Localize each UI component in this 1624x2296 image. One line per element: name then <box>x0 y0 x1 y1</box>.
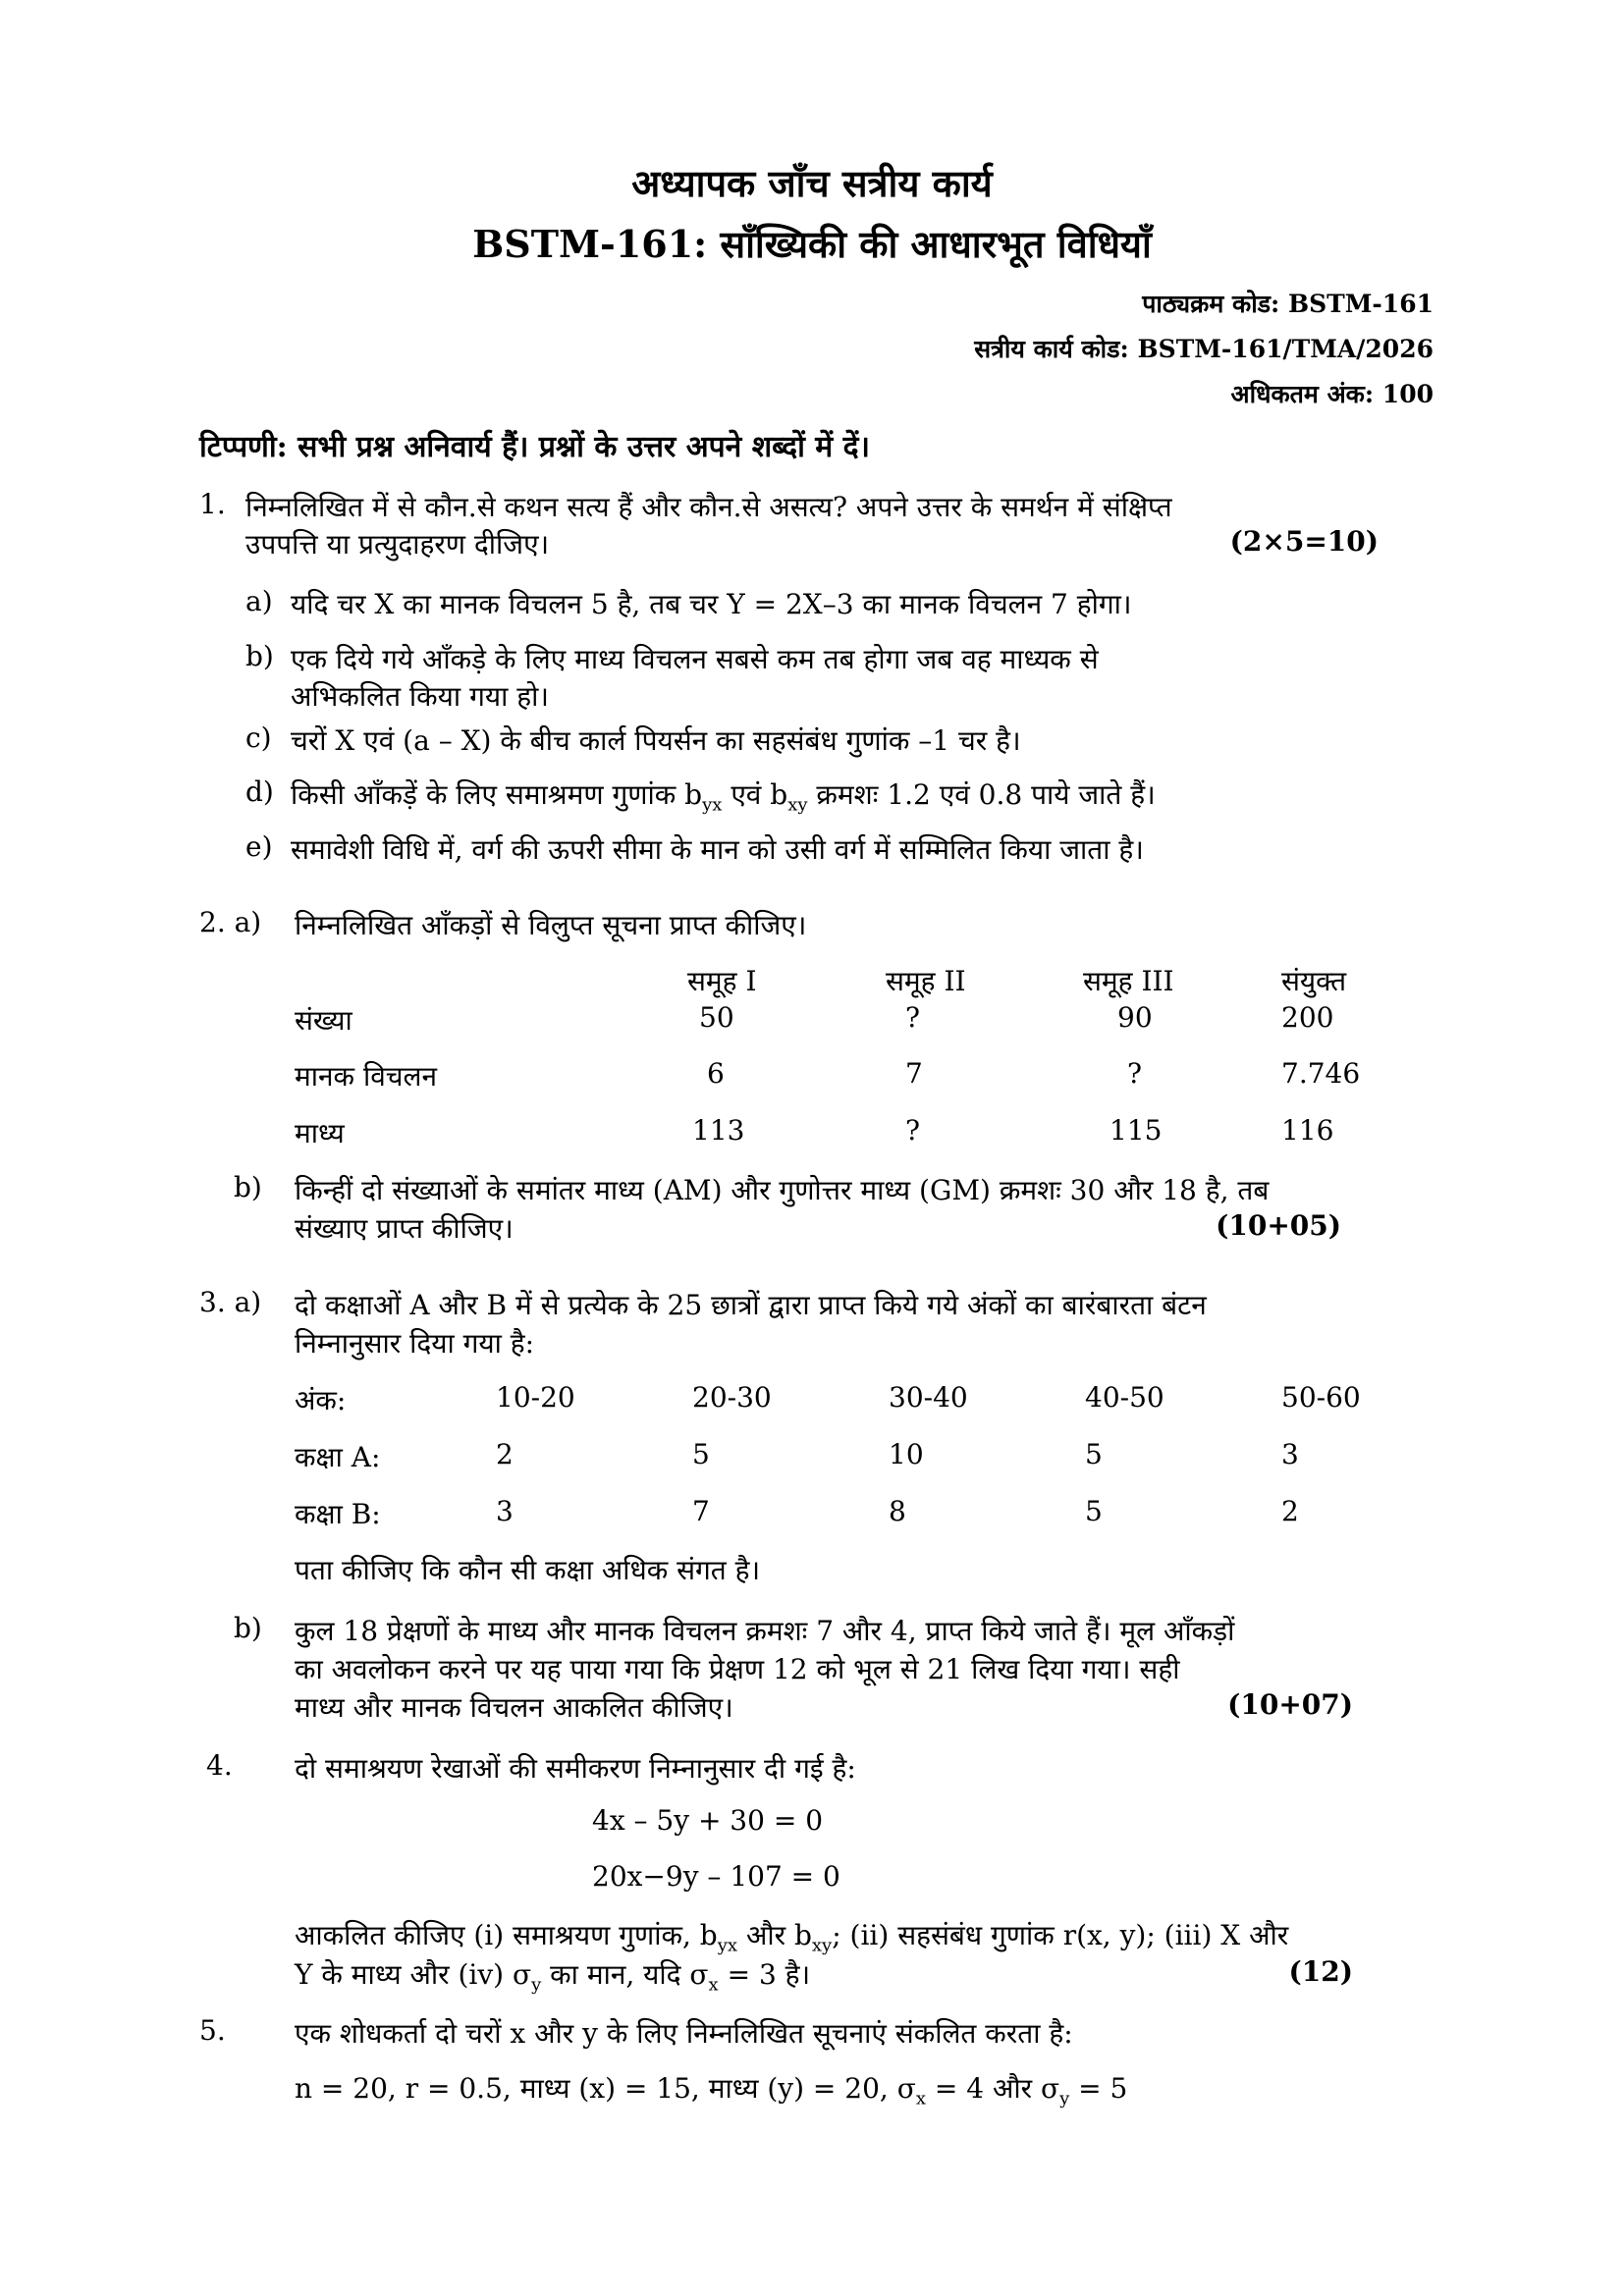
row-label: मानक विचलन <box>295 1060 438 1093</box>
item-label: b) <box>234 1171 262 1203</box>
item-text: एक दिये गये आँकड़े के लिए माध्य विचलन सबसे कम तब होगा जब वह माध्यक से <box>291 643 1099 675</box>
table-cell: 115 <box>1110 1114 1163 1147</box>
table-cell: 10 <box>889 1438 924 1470</box>
instructions-note: टिप्पणी: सभी प्रश्न अनिवार्य हैं। प्रश्नों के उत्तर अपने शब्दों में दें। <box>199 430 870 464</box>
table-cell: 40-50 <box>1085 1381 1164 1414</box>
question-text: एक शोधकर्ता दो चरों x और y के लिए निम्नलिखित सूचनाएं संकलित करता है: <box>295 2017 1073 2050</box>
table-cell: 200 <box>1281 1001 1334 1034</box>
item-text: कुल 18 प्रेक्षणों के माध्य और मानक विचलन क्रमशः 7 और 4, प्राप्त किये जाते हैं। मूल आँकड़ों <box>295 1615 1235 1647</box>
marks: (10+07) <box>1227 1688 1353 1721</box>
table-header: समूह I <box>687 965 757 997</box>
table-cell: 6 <box>707 1057 725 1090</box>
question-text: आकलित कीजिए (i) समाश्रयण गुणांक, $b_{yx}$ और $b_{xy}$; (ii) सहसंबंध गुणांक r(x, y); (iii) X और <box>295 1919 1289 1956</box>
table-cell: 90 <box>1117 1001 1153 1034</box>
item-label: b) <box>234 1612 262 1644</box>
table-cell: 50-60 <box>1281 1381 1361 1414</box>
question-number: 2. a) <box>199 906 262 938</box>
table-cell: ? <box>905 1001 921 1034</box>
item-text: चरों X एवं (a – X) के बीच कार्ल पियर्सन का सहसंबंध गुणांक –1 चर है। <box>291 724 1021 757</box>
table-cell: 8 <box>889 1495 906 1527</box>
table-cell: 7 <box>692 1495 710 1527</box>
table-header: समूह II <box>886 965 966 997</box>
item-text: समावेशी विधि में, वर्ग की ऊपरी सीमा के मान को उसी वर्ग में सम्मिलित किया जाता है। <box>291 833 1144 866</box>
table-cell: 5 <box>692 1438 710 1470</box>
item-label: a) <box>245 585 273 617</box>
table-cell: 20-30 <box>692 1381 772 1414</box>
question-number: 1. <box>199 488 226 520</box>
row-label: संख्या <box>295 1004 352 1037</box>
question-text: पता कीजिए कि कौन सी कक्षा अधिक संगत है। <box>295 1554 761 1586</box>
table-cell: 2 <box>1281 1495 1299 1527</box>
item-label: c) <box>245 721 272 754</box>
question-number: 5. <box>199 2014 226 2047</box>
row-label: कक्षा B: <box>295 1498 381 1530</box>
table-cell: 3 <box>1281 1438 1299 1470</box>
table-cell: 10-20 <box>496 1381 575 1414</box>
item-text: किन्हीं दो संख्याओं के समांतर माध्य (AM) और गुणोत्तर माध्य (GM) क्रमशः 30 और 18 है, तब <box>295 1174 1270 1206</box>
assignment-code: सत्रीय कार्य कोड: BSTM-161/TMA/2026 <box>974 335 1434 363</box>
question-text: निम्नलिखित में से कौन.से कथन सत्य हैं और कौन.से असत्य? अपने उत्तर के समर्थन में संक्षिप्त <box>245 491 1172 523</box>
item-label: d) <box>245 775 274 808</box>
question-text: Y के माध्य और (iv) $\sigma_y$ का मान, यदि $\sigma_x = 3$ है। <box>295 1958 811 1996</box>
max-marks: अधिकतम अंक: 100 <box>1230 380 1434 408</box>
question-text: दो कक्षाओं A और B में से प्रत्येक के 25 छात्रों द्वारा प्राप्त किये गये अंकों का बारंबारता बंटन <box>295 1289 1207 1321</box>
question-text: निम्नानुसार दिया गया है: <box>295 1327 535 1360</box>
row-label: माध्य <box>295 1117 345 1149</box>
item-label: e) <box>245 830 273 863</box>
table-cell: 5 <box>1085 1438 1103 1470</box>
question-data: n = 20, r = 0.5, माध्य (x) = 15, माध्य (y) = 20, $\sigma_x = 4$ और $\sigma_y = 5$ <box>295 2072 1128 2109</box>
table-header: समूह III <box>1083 965 1174 997</box>
table-cell: 113 <box>692 1114 745 1147</box>
table-cell: 7.746 <box>1281 1057 1361 1090</box>
row-label: अंक: <box>295 1384 347 1416</box>
table-cell: 5 <box>1085 1495 1103 1527</box>
table-header: संयुक्त <box>1281 965 1347 997</box>
item-text: यदि चर X का मानक विचलन 5 है, तब चर Y = 2X–3 का मानक विचलन 7 होगा। <box>291 588 1132 620</box>
course-code: पाठ्यक्रम कोड: BSTM-161 <box>1142 290 1434 318</box>
table-cell: 50 <box>699 1001 734 1034</box>
table-cell: ? <box>1127 1057 1143 1090</box>
marks: (10+05) <box>1216 1209 1341 1242</box>
item-label: b) <box>245 640 274 672</box>
equation: 4x – 5y + 30 = 0 <box>592 1804 824 1837</box>
item-text: संख्याए प्राप्त कीजिए। <box>295 1212 514 1245</box>
course-title: BSTM-161: साँख्यिकी की आधारभूत विधियाँ <box>472 222 1152 266</box>
question-text: दो समाश्रयण रेखाओं की समीकरण निम्नानुसार दी गई है: <box>295 1752 856 1785</box>
table-cell: 30-40 <box>889 1381 968 1414</box>
marks: (2×5=10) <box>1229 525 1379 558</box>
item-text: अभिकलित किया गया हो। <box>291 680 549 713</box>
equation: 20x−9y – 107 = 0 <box>592 1860 840 1893</box>
page-title: अध्यापक जाँच सत्रीय कार्य <box>631 161 993 205</box>
table-cell: 2 <box>496 1438 514 1470</box>
question-number: 4. <box>206 1749 233 1782</box>
table-cell: 3 <box>496 1495 514 1527</box>
question-text: निम्नलिखित आँकड़ों से विलुप्त सूचना प्राप्त कीजिए। <box>295 909 807 941</box>
table-cell: 116 <box>1281 1114 1334 1147</box>
table-cell: ? <box>905 1114 921 1147</box>
item-text: का अवलोकन करने पर यह पाया गया कि प्रेक्षण 12 को भूल से 21 लिख दिया गया। सही <box>295 1653 1180 1685</box>
question-number: 3. a) <box>199 1286 262 1318</box>
item-text: किसी आँकड़ें के लिए समाश्रमण गुणांक $b_{yx}$ एवं $b_{xy}$ क्रमशः 1.2 एवं 0.8 पाये जाते हैं। <box>291 778 1156 816</box>
table-cell: 7 <box>905 1057 923 1090</box>
item-text: माध्य और मानक विचलन आकलित कीजिए। <box>295 1691 733 1724</box>
question-text: उपपत्ति या प्रत्युदाहरण दीजिए। <box>245 528 550 561</box>
row-label: कक्षा A: <box>295 1441 381 1473</box>
marks: (12) <box>1288 1955 1353 1988</box>
